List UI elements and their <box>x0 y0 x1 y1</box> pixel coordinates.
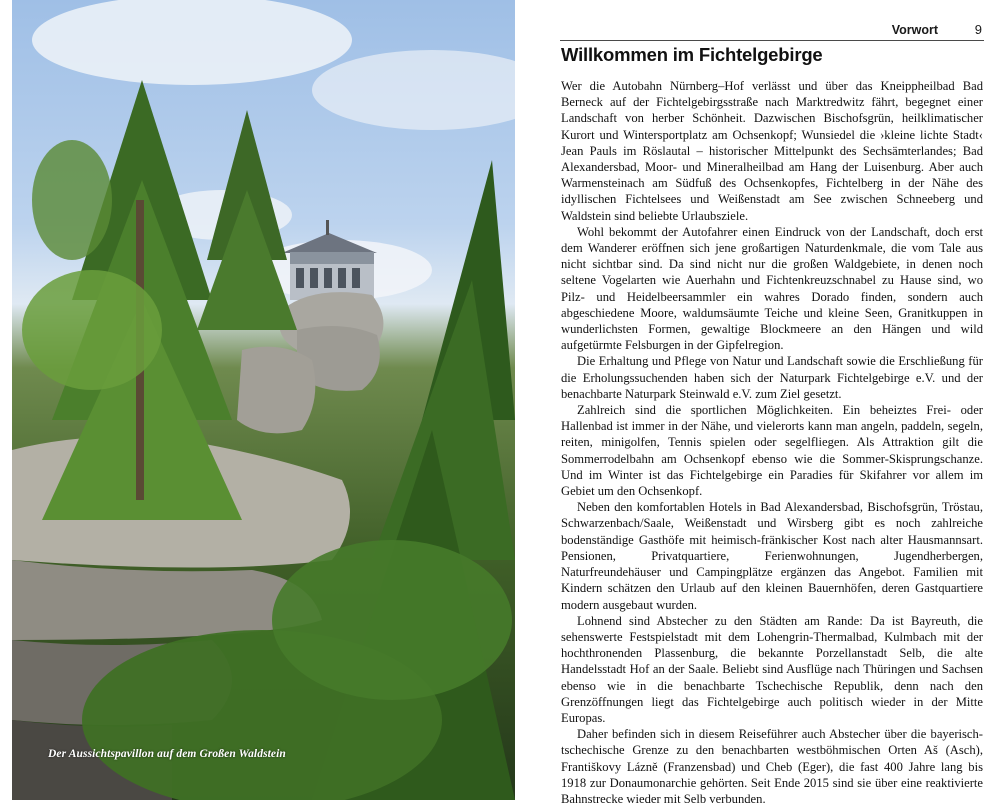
paragraph: Daher befinden sich in diesem Reiseführer auch Abstecher über die bayerisch-tschechische Grenze zu den benachbarten westböhmischen Orten Aš (Asch), Františkovy Lázně (Franzensbad) und Cheb (Eger), die fast 400 Jahre lang bis 1918 zur Donaumonarchie gehörten. Seit Ende 2015 sind sie über eine reaktivierte Bahnstrecke wieder mit Selb verbunden. <box>561 727 983 806</box>
landscape-photo <box>12 0 515 800</box>
paragraph: Zahlreich sind die sportlichen Möglichkeiten. Ein beheiztes Frei- oder Hallenbad ist immer in der Nähe, und vielerorts kann man angeln, paddeln, segeln, reiten, minigolfen, Tennis spielen oder segelfliegen. Als Attraktion gilt die Sommerrodelbahn am Ochsenkopf ebenso wie die Sommer-Skisprungschanze. Und im Winter ist das Fichtelgebirge ein Paradies für Skifahrer vor allem im Gebiet um den Ochsenkopf. <box>561 403 983 499</box>
paragraph: Neben den komfortablen Hotels in Bad Alexandersbad, Bischofsgrün, Tröstau, Schwarzenbach/Saale, Weißenstadt und Wirsberg gibt es noch zahlreiche bodenständige Gasthöfe mit heimisch-fränkischer Kost nach alter Hausmannsart. Pensionen, Privatquartiere, Ferienwohnungen, Jugendherbergen, Naturfreundehäuser und Campingplätze ergänzen das Angebot. Familien mit Kindern schätzen den Urlaub auf den kleinen Bauernhöfen, deren Gastquartiere modern ausgebaut wurden. <box>561 500 983 612</box>
photo-caption: Der Aussichtspavillon auf dem Großen Waldstein <box>48 748 286 760</box>
chapter-title: Willkommen im Fichtelgebirge <box>561 44 823 65</box>
photo-illustration <box>12 0 515 800</box>
paragraph: Die Erhaltung und Pflege von Natur und Landschaft sowie die Erschließung für die Erholungssuchenden haben sich der Naturpark Fichtelgebirge e.V. und der benachbarte Naturpark Steinwald e.V. zum Ziel gesetzt. <box>561 354 983 401</box>
body-text <box>561 78 983 807</box>
spruce-trees <box>22 80 515 800</box>
paragraph: Lohnend sind Abstecher zu den Städten am Rande: Da ist Bayreuth, die sehenswerte Festspielstadt mit dem Lohengrin-Thermalbad, Kulmbach mit der hochthronenden Plassenburg, die bekannte Porzellanstadt Selb, die alte Handelsstadt Hof an der Saale. Beliebt sind Ausflüge nach Thüringen und Sachsen ebenso wie in die benachbarte Tschechische Republik, denn nach den Grenzöffnungen liegt das Fichtelgebirge auch politisch wieder in der Mitte Europas. <box>561 613 983 725</box>
running-head <box>560 22 984 41</box>
section-title: Vorwort <box>891 23 938 37</box>
paragraph: Wohl bekommt der Autofahrer einen Eindruck von der Landschaft, doch erst dem Wanderer eröffnen sich jene großartigen Naturdenkmale, die vom Tale aus nicht sichtbar sind. Da sind nicht nur die großen Waldgebiete, in denen noch seltene Vogelarten wie Auerhahn und Fichtenkreuzschnabel zu Hause sind, wo Pilz- und Heidelbeersammler ein wahres Dorado finden, sondern auch abgeschiedene Moore, waldumsäumte Teiche und kleine Seen, Granitkuppen in wunderlichsten Formen, gewaltige Blockmeere an den Hängen und wild aufgetürmte Felsburgen in der Gipfelregion. <box>561 224 983 353</box>
page-number: 9 <box>974 22 982 37</box>
pavilion-tower <box>282 220 377 300</box>
paragraph: Wer die Autobahn Nürnberg–Hof verlässt und über das Kneippheilbad Bad Berneck auf der Fichtelgebirgsstraße nach Marktredwitz fährt, begegnet einer Landschaft von herber Schönheit. Dazwischen Bischofsgrün, heilklimatischer Kurort und Wintersportplatz am Ochsenkopf; Wunsiedel die ›kleine lichte Stadt‹ Jean Pauls im Röslautal – historischer Mittelpunkt des Sechsämterlandes; Bad Alexandersbad, Moor- und Mineralheilbad am Hang der Luisenburg. Aber auch Warmensteinach am Südfuß des Ochsenkopfes, Fichtelberg in der Nähe des idyllischen Fichtelsees und Weißenstadt am See zwischen Schneeberg und Waldstein sind beliebte Urlaubsziele. <box>561 79 983 223</box>
